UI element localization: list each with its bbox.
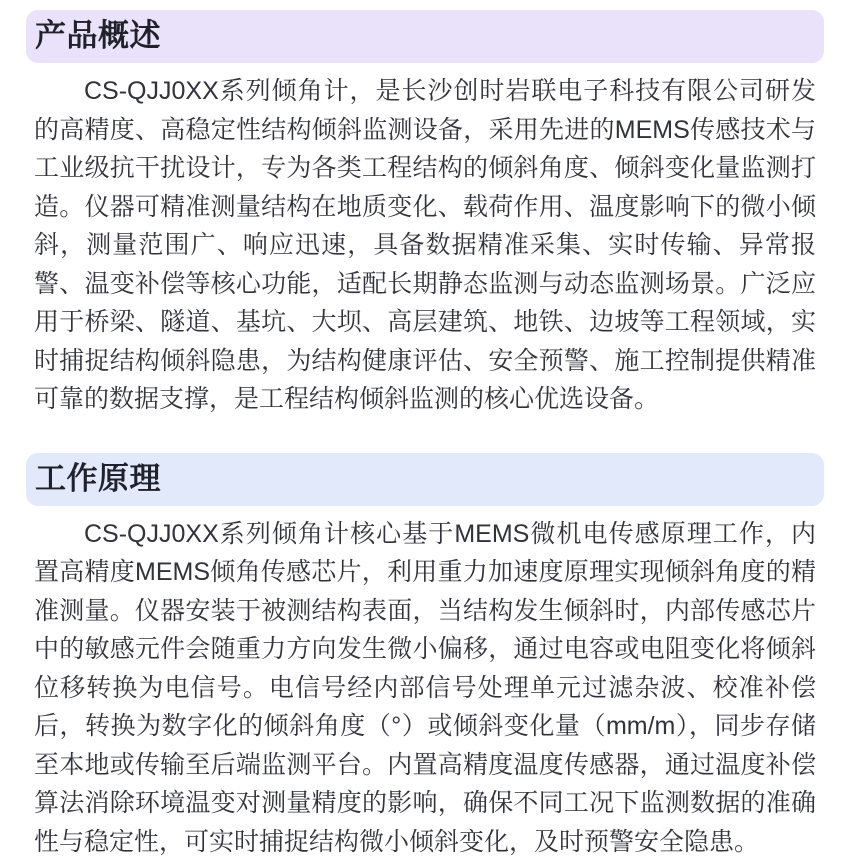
section-working-principle	[34, 453, 816, 862]
section-heading-working-principle: 工作原理	[26, 453, 824, 506]
section-body-working-principle: CS-QJJ0XX系列倾角计核心基于MEMS微机电传感原理工作，内置高精度MEMS倾角传感芯片，利用重力加速度原理实现倾斜角度的精准测量。仪器安装于被测结构表面，当结构发生倾斜时，内部传感芯片中的敏感元件会随重力方向发生微小偏移，通过电容或电阻变化将倾斜位移转换为电信号。电信号经内部信号处理单元过滤杂波、校准补偿后，转换为数字化的倾斜角度（°）或倾斜变化量（mm/m），同步存储至本地或传输至后端监测平台。内置高精度温度传感器，通过温度补偿算法消除环境温变对测量精度的影响，确保不同工况下监测数据的准确性与稳定性，可实时捕捉结构微小倾斜变化，及时预警安全隐患。	[34, 519, 816, 856]
section-body-product-overview: CS-QJJ0XX系列倾角计，是长沙创时岩联电子科技有限公司研发的高精度、高稳定性结构倾斜监测设备，采用先进的MEMS传感技术与工业级抗干扰设计，专为各类工程结构的倾斜角度、倾斜变化量监测打造。仪器可精准测量结构在地质变化、载荷作用、温度影响下的微小倾斜，测量范围广、响应迅速，具备数据精准采集、实时传输、异常报警、温变补偿等核心功能，适配长期静态监测与动态监测场景。广泛应用于桥梁、隧道、基坑、大坝、高层建筑、地铁、边坡等工程领域，实时捕捉结构倾斜隐患，为结构健康评估、安全预警、施工控制提供精准可靠的数据支撑，是工程结构倾斜监测的核心优选设备。	[34, 77, 816, 413]
section-product-overview	[34, 10, 816, 419]
section-heading-product-overview: 产品概述	[26, 10, 824, 63]
